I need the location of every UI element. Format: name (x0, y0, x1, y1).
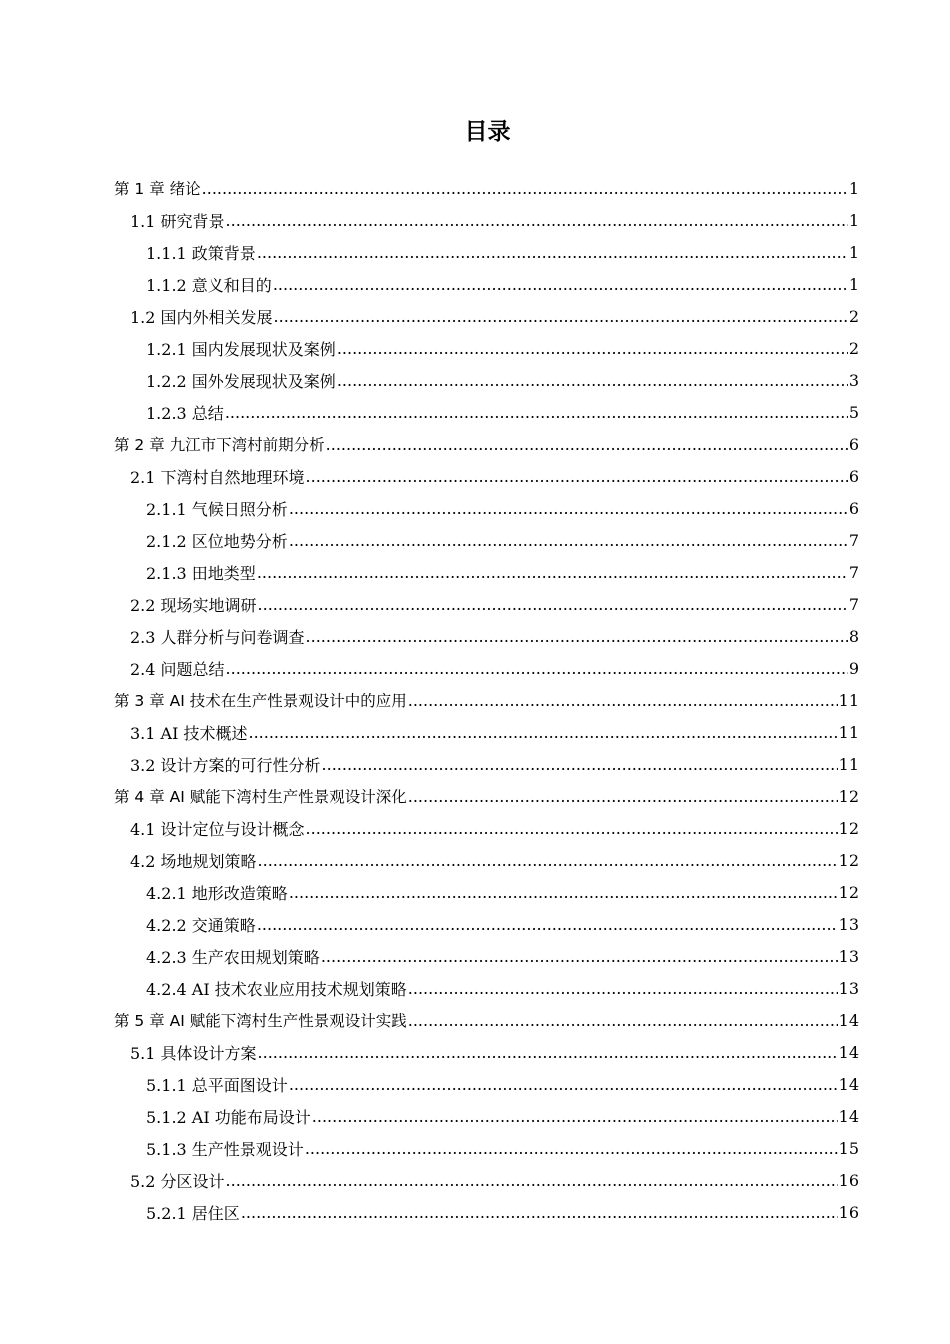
toc-page-number: 15 (838, 1138, 859, 1158)
toc-page-number: 13 (838, 946, 859, 966)
toc-chapter-entry[interactable] (0, 684, 950, 716)
toc-subsection-entry[interactable] (0, 332, 950, 364)
toc-leader-dots (306, 467, 848, 486)
toc-page-number: 12 (838, 786, 859, 806)
toc-section-entry[interactable] (0, 812, 950, 844)
toc-section-entry[interactable] (0, 620, 950, 652)
toc-entry-label: 第 3 章 AI 技术在生产性景观设计中的应用 (114, 692, 407, 710)
toc-page-number: 1 (848, 274, 859, 294)
toc-subsection-entry[interactable] (0, 396, 950, 428)
toc-page-number: 13 (838, 978, 859, 998)
toc-entry-label: 2.1.2 区位地势分析 (146, 531, 288, 551)
toc-subsection-entry[interactable] (0, 268, 950, 300)
toc-entry-label: 2.3 人群分析与问卷调查 (130, 627, 305, 647)
toc-page-number: 12 (838, 818, 859, 838)
toc-section-entry[interactable] (0, 1036, 950, 1068)
toc-subsection-entry[interactable] (0, 524, 950, 556)
toc-page-number: 7 (848, 530, 859, 550)
toc-leader-dots (305, 1139, 838, 1158)
toc-page-number: 16 (838, 1202, 859, 1222)
toc-entry-label: 5.1.1 总平面图设计 (146, 1075, 288, 1095)
toc-section-entry[interactable] (0, 460, 950, 492)
toc-entry-label: 第 2 章 九江市下湾村前期分析 (114, 436, 325, 454)
toc-page-number: 13 (838, 914, 859, 934)
toc-leader-dots (257, 563, 848, 582)
toc-entry-label: 第 5 章 AI 赋能下湾村生产性景观设计实践 (114, 1012, 407, 1030)
toc-leader-dots (274, 307, 848, 326)
toc-entry-label: 1.2.2 国外发展现状及案例 (146, 371, 336, 391)
toc-page-number: 8 (848, 626, 859, 646)
toc-entry-label: 3.2 设计方案的可行性分析 (130, 755, 321, 775)
toc-entry-label: 1.1 研究背景 (130, 211, 225, 231)
table-of-contents (0, 172, 950, 1228)
toc-section-entry[interactable] (0, 844, 950, 876)
toc-leader-dots (337, 371, 848, 390)
toc-subsection-entry[interactable] (0, 876, 950, 908)
toc-leader-dots (322, 755, 838, 774)
toc-page-number: 9 (848, 658, 859, 678)
toc-page-number: 12 (838, 850, 859, 870)
toc-leader-dots (202, 179, 848, 198)
toc-page-number: 2 (848, 338, 859, 358)
toc-entry-label: 4.2.2 交通策略 (146, 915, 256, 935)
toc-page-number: 12 (838, 882, 859, 902)
toc-subsection-entry[interactable] (0, 556, 950, 588)
toc-entry-label: 第 1 章 绪论 (114, 180, 201, 198)
toc-leader-dots (257, 243, 848, 262)
toc-leader-dots (226, 659, 848, 678)
toc-section-entry[interactable] (0, 300, 950, 332)
toc-entry-label: 第 4 章 AI 赋能下湾村生产性景观设计深化 (114, 788, 407, 806)
toc-subsection-entry[interactable] (0, 1132, 950, 1164)
toc-section-entry[interactable] (0, 204, 950, 236)
toc-entry-label: 4.1 设计定位与设计概念 (130, 819, 305, 839)
toc-leader-dots (289, 531, 848, 550)
toc-page-number: 16 (838, 1170, 859, 1190)
toc-page-number: 2 (848, 306, 859, 326)
toc-subsection-entry[interactable] (0, 364, 950, 396)
toc-section-entry[interactable] (0, 748, 950, 780)
toc-leader-dots (408, 979, 838, 998)
toc-page-number: 11 (838, 722, 859, 742)
toc-entry-label: 5.1.2 AI 功能布局设计 (146, 1107, 311, 1127)
toc-entry-label: 4.2 场地规划策略 (130, 851, 257, 871)
page-title: 目录 (464, 119, 511, 145)
toc-page-number: 6 (848, 498, 859, 518)
toc-leader-dots (273, 275, 848, 294)
toc-chapter-entry[interactable] (0, 780, 950, 812)
toc-leader-dots (326, 435, 848, 454)
toc-chapter-entry[interactable] (0, 428, 950, 460)
toc-subsection-entry[interactable] (0, 940, 950, 972)
toc-leader-dots (321, 947, 838, 966)
toc-leader-dots (289, 883, 838, 902)
toc-entry-label: 1.2 国内外相关发展 (130, 307, 273, 327)
toc-subsection-entry[interactable] (0, 908, 950, 940)
toc-page-number: 3 (848, 370, 859, 390)
toc-subsection-entry[interactable] (0, 972, 950, 1004)
toc-entry-label: 1.2.3 总结 (146, 403, 224, 423)
toc-leader-dots (249, 723, 838, 742)
toc-entry-label: 5.1 具体设计方案 (130, 1043, 257, 1063)
toc-page-number: 11 (838, 690, 859, 710)
toc-subsection-entry[interactable] (0, 492, 950, 524)
toc-entry-label: 3.1 AI 技术概述 (130, 723, 248, 743)
toc-leader-dots (258, 595, 848, 614)
toc-leader-dots (337, 339, 848, 358)
toc-leader-dots (408, 1011, 838, 1030)
toc-page-number: 1 (848, 242, 859, 262)
toc-subsection-entry[interactable] (0, 236, 950, 268)
toc-entry-label: 5.2.1 居住区 (146, 1203, 240, 1223)
toc-page-number: 14 (838, 1042, 859, 1062)
toc-entry-label: 1.2.1 国内发展现状及案例 (146, 339, 336, 359)
toc-leader-dots (226, 211, 848, 230)
toc-chapter-entry[interactable] (0, 1004, 950, 1036)
toc-leader-dots (241, 1203, 838, 1222)
toc-leader-dots (306, 819, 838, 838)
toc-subsection-entry[interactable] (0, 1100, 950, 1132)
toc-section-entry[interactable] (0, 652, 950, 684)
toc-page-number: 7 (848, 562, 859, 582)
toc-entry-label: 5.1.3 生产性景观设计 (146, 1139, 304, 1159)
toc-section-entry[interactable] (0, 1164, 950, 1196)
toc-leader-dots (258, 1043, 838, 1062)
toc-entry-label: 2.1.3 田地类型 (146, 563, 256, 583)
toc-entry-label: 1.1.2 意义和目的 (146, 275, 272, 295)
toc-entry-label: 2.4 问题总结 (130, 659, 225, 679)
toc-page-number: 14 (838, 1106, 859, 1126)
toc-leader-dots (289, 1075, 838, 1094)
toc-leader-dots (226, 1171, 838, 1190)
toc-page-number: 14 (838, 1010, 859, 1030)
toc-page-number: 11 (838, 754, 859, 774)
toc-section-entry[interactable] (0, 588, 950, 620)
toc-entry-label: 4.2.3 生产农田规划策略 (146, 947, 320, 967)
toc-leader-dots (306, 627, 848, 646)
toc-leader-dots (312, 1107, 838, 1126)
toc-leader-dots (408, 691, 838, 710)
toc-entry-label: 2.1 下湾村自然地理环境 (130, 467, 305, 487)
toc-entry-label: 4.2.1 地形改造策略 (146, 883, 288, 903)
toc-entry-label: 5.2 分区设计 (130, 1171, 225, 1191)
toc-subsection-entry[interactable] (0, 1196, 950, 1228)
toc-leader-dots (289, 499, 848, 518)
toc-page-number: 1 (848, 210, 859, 230)
toc-chapter-entry[interactable] (0, 172, 950, 204)
toc-entry-label: 1.1.1 政策背景 (146, 243, 256, 263)
toc-page-number: 7 (848, 594, 859, 614)
toc-entry-label: 4.2.4 AI 技术农业应用技术规划策略 (146, 979, 407, 999)
toc-leader-dots (258, 851, 838, 870)
toc-page-number: 6 (848, 434, 859, 454)
toc-leader-dots (225, 403, 848, 422)
toc-section-entry[interactable] (0, 716, 950, 748)
toc-page-number: 1 (848, 178, 859, 198)
toc-page-number: 5 (848, 402, 859, 422)
toc-entry-label: 2.2 现场实地调研 (130, 595, 257, 615)
toc-page-number: 6 (848, 466, 859, 486)
toc-entry-label: 2.1.1 气候日照分析 (146, 499, 288, 519)
toc-subsection-entry[interactable] (0, 1068, 950, 1100)
toc-leader-dots (408, 787, 838, 806)
toc-leader-dots (257, 915, 838, 934)
toc-page-number: 14 (838, 1074, 859, 1094)
